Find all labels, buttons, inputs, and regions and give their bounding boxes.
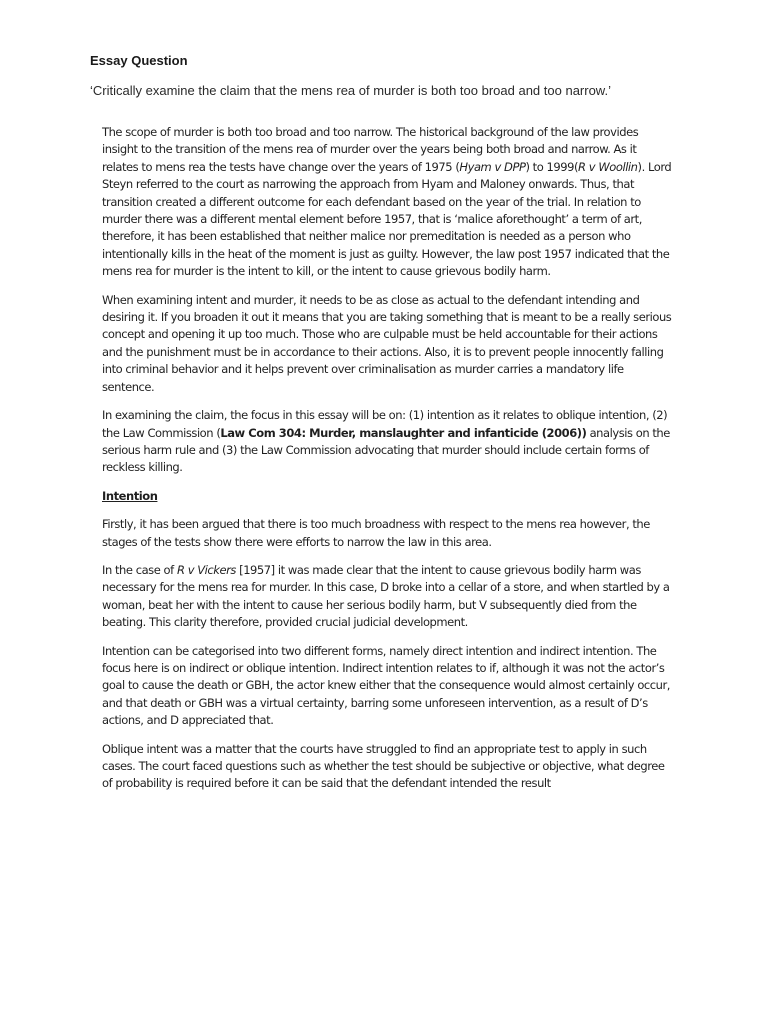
section-heading-intention: Intention [102, 488, 158, 503]
paragraph-text: ) to 1999( [525, 159, 579, 174]
document-header [90, 52, 710, 100]
essay-heading: Essay Question [90, 53, 188, 68]
paragraph-oblique-intent: Oblique intent was a matter that the courts have struggled to find an appropriate test to apply in such cases. The court faced questions such as whether the test should be subjective or objective, what degree of probability is required before it can be said that the defendant intended the result [102, 741, 665, 791]
paragraph-text: [1957] it was made clear that the intent to cause grievous bodily harm was necessary for the mens rea for murder. In this case, D broke into a cellar of a store, and when startled by a woman, beat her with the intent to cause her serious bodily harm, but V subsequently died from the beating. This clarity therefore, provided crucial judicial development. [102, 562, 670, 630]
paragraph-intent-and-murder: When examining intent and murder, it needs to be as close as actual to the defendant intending and desiring it. If you broaden it out it means that you are taking something that is meant to be a really serious concept and opening it up too much. Those who are culpable must be held accountable for their actions and the punishment must be in accordance to their actions. Also, it is to prevent people innocently falling into criminal behavior and it helps prevent over criminalisation as murder carries a mandatory life sentence. [102, 292, 672, 394]
case-citation: R v Vickers [176, 562, 236, 577]
paragraph-scope-of-murder [102, 124, 674, 281]
paragraph-r-v-vickers [102, 562, 674, 632]
paragraph-text: analysis on the serious harm rule and (3) the Law Commission advocating that murder should include certain forms of reckless killing. [102, 425, 670, 475]
paragraph-text: ). Lord Steyn referred to the court as narrowing the approach from Hyam and Maloney onwards. Thus, that transition created a different outcome for each defendant based on the year of the trial. In relation to murder there was a different mental element before 1957, that is ‘malice aforethought’ a term of art, therefore, it has been established that neither malice nor premeditation is needed as a person who intentionally kills in the heat of the moment is just as guilty. However, the law post 1957 indicated that the mens rea for murder is the intent to kill, or the intent to cause grievous bodily harm. [102, 159, 672, 279]
case-citation: R v Woollin [578, 159, 638, 174]
paragraph-forms-of-intention: Intention can be categorised into two different forms, namely direct intention and indirect intention. The focus here is on indirect or oblique intention. Indirect intention relates to if, although it was not the actor’s goal to cause the death or GBH, the actor knew either that the consequence would almost certainly occur, and that death or GBH was a virtual certainty, barring some unforeseen intervention, as a result of D’s actions, and D appreciated that. [102, 643, 670, 728]
paragraph-text: The scope of murder is both too broad and too narrow. The historical background of the law provides insight to the transition of the mens rea of murder over the years being both broad and narrow. As it relates to mens rea the tests have change over the years of 1975 ( [102, 125, 639, 174]
case-citation: Hyam v DPP [459, 159, 526, 174]
paragraph-text: In the case of [102, 562, 177, 577]
paragraph-essay-focus [102, 407, 674, 477]
paragraph-broadness: Firstly, it has been argued that there is too much broadness with respect to the mens rea however, the stages of the tests show there were efforts to narrow the law in this area. [102, 517, 650, 549]
paragraph-text: In examining the claim, the focus in this essay will be on: (1) intention as it relates to oblique intention, (2) the Law Commission ( [102, 408, 668, 440]
law-commission-reference: Law Com 304: Murder, manslaughter and infanticide (2006)) [220, 425, 587, 440]
essay-question: ‘Critically examine the claim that the mens rea of murder is both too broad and too narrow.’ [90, 83, 611, 98]
essay-body [102, 124, 674, 804]
